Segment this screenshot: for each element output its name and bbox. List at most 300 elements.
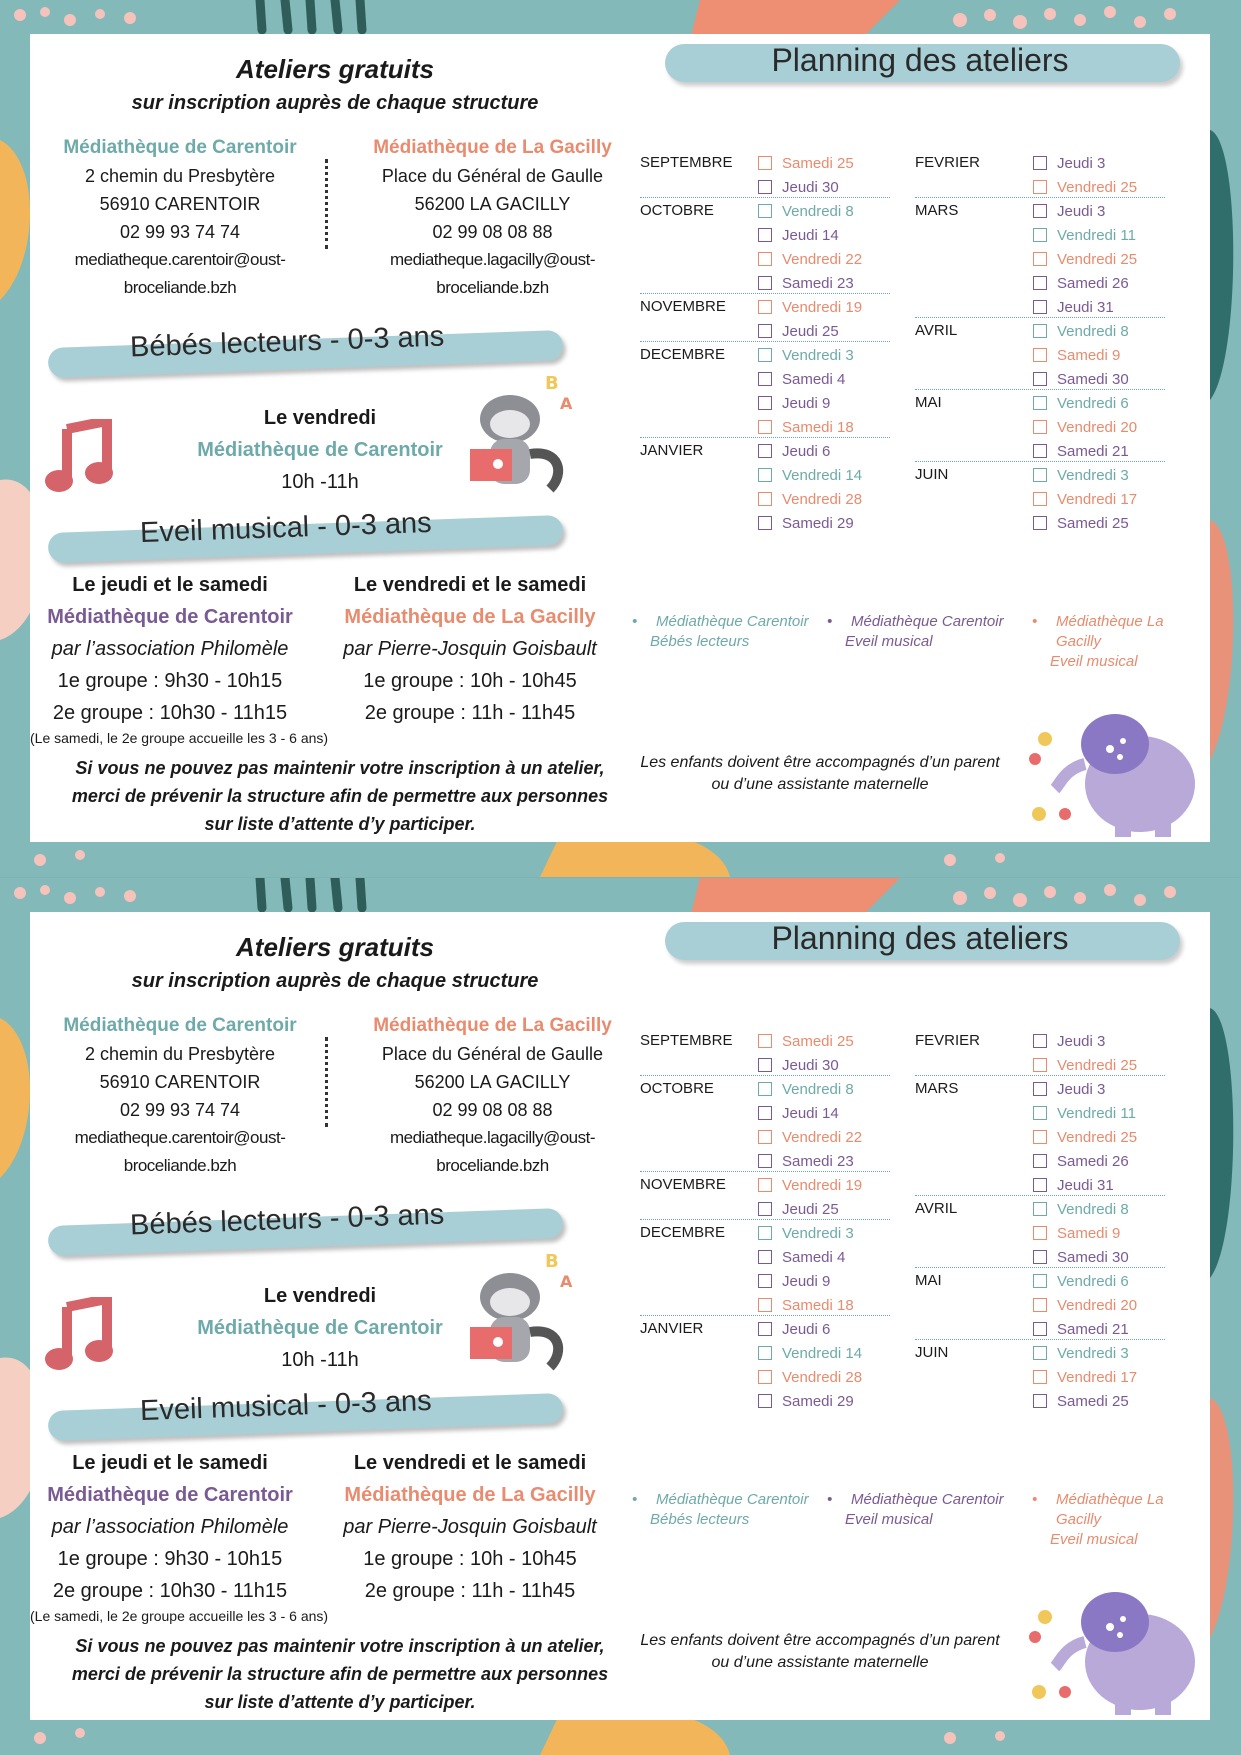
library-city: 56910 CARENTOIR — [99, 1072, 261, 1092]
month-label: SEPTEMBRE — [640, 154, 733, 171]
eveil-by: par Pierre-Josquin Goisbault — [343, 1516, 597, 1538]
legend-line: Eveil musical — [845, 633, 933, 650]
month-separator — [640, 1171, 890, 1172]
checkbox[interactable] — [1033, 252, 1047, 266]
date-label: Samedi 25 — [782, 1032, 854, 1050]
note-line: merci de prévenir la structure afin de permettre aux personnes — [71, 786, 609, 806]
month-label: JANVIER — [640, 1320, 704, 1337]
bebes-hours: 10h -11h — [281, 471, 359, 493]
legend-item — [632, 1490, 809, 1530]
date-entry[interactable] — [1033, 224, 1136, 246]
flyer-top — [0, 0, 1241, 877]
checkbox[interactable] — [758, 1322, 772, 1336]
date-label: Vendredi 28 — [782, 490, 863, 508]
date-label: Vendredi 22 — [782, 1128, 863, 1146]
date-label: Vendredi 3 — [1057, 466, 1129, 484]
date-entry[interactable] — [758, 176, 839, 198]
date-label: Samedi 26 — [1057, 1152, 1129, 1170]
date-entry[interactable] — [758, 344, 854, 366]
checkbox[interactable] — [758, 1082, 772, 1096]
bebes-day: Le vendredi — [263, 1285, 377, 1307]
checkbox[interactable] — [1033, 324, 1047, 338]
legend-dot: • — [1032, 613, 1038, 630]
checkbox[interactable] — [1033, 1322, 1047, 1336]
date-entry[interactable] — [1033, 1174, 1114, 1196]
banner-eveil-text: Eveil musical - 0-3 ans — [139, 1384, 433, 1428]
legend-dot: • — [1032, 1491, 1038, 1508]
raccoon-illustration — [470, 364, 580, 494]
legend-item — [632, 612, 809, 652]
month-separator — [640, 197, 890, 198]
date-entry[interactable] — [758, 416, 854, 438]
legend-dot: • — [827, 1491, 833, 1508]
date-label: Jeudi 14 — [782, 226, 839, 244]
date-label: Vendredi 20 — [1057, 418, 1138, 436]
library-name: Médiathèque de La Gacilly — [373, 137, 612, 158]
date-label: Jeudi 3 — [1057, 202, 1106, 220]
date-entry[interactable] — [1033, 1294, 1137, 1316]
date-entry[interactable] — [758, 248, 862, 270]
checkbox[interactable] — [758, 396, 772, 410]
eveil-group-2: 2e groupe : 10h30 - 11h15 — [52, 702, 288, 724]
month-label: MAI — [915, 1272, 942, 1289]
date-label: Jeudi 30 — [782, 1056, 839, 1074]
music-note-icon — [45, 1297, 115, 1377]
date-label: Samedi 30 — [1057, 370, 1129, 388]
date-label: Vendredi 8 — [1057, 322, 1129, 340]
date-label: Samedi 26 — [1057, 274, 1129, 292]
checkbox[interactable] — [1033, 1298, 1047, 1312]
date-label: Jeudi 14 — [782, 1104, 839, 1122]
legend-line: Eveil musical — [1050, 653, 1138, 670]
library-lagacilly — [335, 134, 650, 302]
checkbox[interactable] — [1033, 444, 1047, 458]
checkbox[interactable] — [758, 1250, 772, 1264]
divider-dotted — [325, 159, 328, 249]
checkbox[interactable] — [758, 1274, 772, 1288]
date-label: Samedi 25 — [1057, 1392, 1129, 1410]
checkbox[interactable] — [758, 1178, 772, 1192]
checkbox[interactable] — [1033, 1082, 1047, 1096]
checkbox[interactable] — [1033, 228, 1047, 242]
date-entry[interactable] — [758, 488, 862, 510]
banner-bebes-text: Bébés lecteurs - 0-3 ans — [129, 320, 445, 364]
note-line: sur liste d’attente d’y participer. — [204, 1692, 476, 1712]
checkbox[interactable] — [1033, 372, 1047, 386]
checkbox[interactable] — [758, 444, 772, 458]
date-entry[interactable] — [1033, 344, 1120, 366]
month-label: MARS — [915, 1080, 959, 1097]
date-entry[interactable] — [1033, 272, 1129, 294]
date-entry[interactable] — [758, 272, 854, 294]
legend-line: Eveil musical — [1050, 1531, 1138, 1548]
date-label: Vendredi 14 — [782, 1344, 863, 1362]
library-email: mediatheque.lagacilly@oust-broceliande.bzh — [389, 250, 596, 297]
date-entry[interactable] — [1033, 1318, 1129, 1340]
date-label: Vendredi 28 — [782, 1368, 863, 1386]
date-label: Vendredi 22 — [782, 250, 863, 268]
checkbox[interactable] — [1033, 300, 1047, 314]
checkbox[interactable] — [758, 1058, 772, 1072]
checkbox[interactable] — [758, 300, 772, 314]
checkbox[interactable] — [1033, 1034, 1047, 1048]
date-label: Samedi 9 — [1057, 1224, 1121, 1242]
checkbox[interactable] — [1033, 1346, 1047, 1360]
month-separator — [915, 1195, 1165, 1196]
date-entry[interactable] — [758, 440, 830, 462]
date-entry[interactable] — [1033, 1366, 1137, 1388]
elephant-illustration — [1025, 689, 1210, 839]
checkbox[interactable] — [758, 348, 772, 362]
bebes-place: Médiathèque de Carentoir — [197, 1317, 443, 1339]
checkbox[interactable] — [758, 204, 772, 218]
date-entry[interactable] — [758, 1318, 830, 1340]
legend-line: Bébés lecteurs — [650, 1511, 750, 1528]
checkbox[interactable] — [758, 252, 772, 266]
month-label: NOVEMBRE — [640, 298, 726, 315]
date-entry[interactable] — [758, 1078, 854, 1100]
month-separator — [915, 461, 1165, 462]
checkbox[interactable] — [758, 1346, 772, 1360]
checkbox[interactable] — [758, 420, 772, 434]
date-entry[interactable] — [1033, 320, 1129, 342]
library-address: Place du Général de Gaulle — [381, 1044, 604, 1064]
flyer-card — [30, 34, 1210, 842]
checkbox[interactable] — [1033, 276, 1047, 290]
checkbox[interactable] — [758, 1106, 772, 1120]
divider-dotted — [325, 1037, 328, 1127]
date-entry[interactable] — [1033, 1054, 1137, 1076]
footer-note — [630, 752, 1010, 796]
date-label: Vendredi 17 — [1057, 490, 1138, 508]
date-entry[interactable] — [758, 1366, 862, 1388]
checkbox[interactable] — [1033, 1154, 1047, 1168]
date-entry[interactable] — [758, 1270, 830, 1292]
date-entry[interactable] — [1033, 1390, 1129, 1412]
checkbox[interactable] — [1033, 1250, 1047, 1264]
raccoon-illustration — [470, 1242, 580, 1372]
legend-line: Médiathèque La Gacilly — [1056, 1491, 1164, 1528]
month-label: JUIN — [915, 1344, 949, 1361]
date-label: Jeudi 9 — [782, 394, 831, 412]
date-entry[interactable] — [1033, 416, 1137, 438]
flyer-card — [30, 912, 1210, 1720]
legend-line: Médiathèque Carentoir — [656, 613, 809, 630]
month-label: DECEMBRE — [640, 346, 726, 363]
legend-line: Médiathèque Carentoir — [656, 1491, 809, 1508]
checkbox[interactable] — [758, 1394, 772, 1408]
banner-eveil-text: Eveil musical - 0-3 ans — [139, 506, 433, 550]
date-entry[interactable] — [758, 392, 830, 414]
checkbox[interactable] — [1033, 516, 1047, 530]
checkbox[interactable] — [1033, 204, 1047, 218]
eveil-by: par Pierre-Josquin Goisbault — [343, 638, 597, 660]
month-label: SEPTEMBRE — [640, 1032, 733, 1049]
library-phone: 02 99 93 74 74 — [119, 1100, 241, 1120]
date-entry[interactable] — [1033, 296, 1114, 318]
date-entry[interactable] — [1033, 1246, 1129, 1268]
checkbox[interactable] — [1033, 1106, 1047, 1120]
checkbox[interactable] — [1033, 396, 1047, 410]
month-separator — [915, 1267, 1165, 1268]
note-line: Si vous ne pouvez pas maintenir votre inscription à un atelier, — [75, 1636, 605, 1656]
date-label: Samedi 25 — [1057, 514, 1129, 532]
date-entry[interactable] — [1033, 176, 1137, 198]
checkbox[interactable] — [1033, 348, 1047, 362]
eveil-days: Le vendredi et le samedi — [353, 574, 587, 596]
checkbox[interactable] — [1033, 420, 1047, 434]
month-label: NOVEMBRE — [640, 1176, 726, 1193]
checkbox[interactable] — [1033, 1130, 1047, 1144]
date-entry[interactable] — [758, 296, 862, 318]
eveil-group-1: 1e groupe : 10h - 10h45 — [363, 1548, 577, 1570]
date-label: Jeudi 9 — [782, 1272, 831, 1290]
checkbox[interactable] — [1033, 1226, 1047, 1240]
date-entry[interactable] — [758, 512, 854, 534]
note-line: merci de prévenir la structure afin de permettre aux personnes — [71, 1664, 609, 1684]
date-entry[interactable] — [1033, 1342, 1129, 1364]
date-entry[interactable] — [758, 1102, 839, 1124]
checkbox[interactable] — [1033, 1202, 1047, 1216]
date-entry[interactable] — [758, 1390, 854, 1412]
eveil-group-1: 1e groupe : 9h30 - 10h15 — [57, 670, 283, 692]
date-label: Jeudi 3 — [1057, 1080, 1106, 1098]
month-label: AVRIL — [915, 322, 958, 339]
date-label: Vendredi 14 — [782, 466, 863, 484]
date-entry[interactable] — [1033, 464, 1129, 486]
date-label: Jeudi 6 — [782, 1320, 831, 1338]
date-label: Jeudi 3 — [1057, 1032, 1106, 1050]
date-label: Vendredi 8 — [782, 202, 854, 220]
date-entry[interactable] — [1033, 1270, 1129, 1292]
planning-panel — [630, 912, 1210, 1720]
checkbox[interactable] — [758, 1298, 772, 1312]
date-entry[interactable] — [1033, 512, 1129, 534]
flyer-bottom — [0, 878, 1241, 1755]
date-label: Vendredi 3 — [782, 346, 854, 364]
checkbox[interactable] — [758, 324, 772, 338]
bebes-day: Le vendredi — [263, 407, 377, 429]
date-entry[interactable] — [758, 1222, 854, 1244]
footer-line: Les enfants doivent être accompagnés d’un parent — [640, 1632, 1000, 1649]
date-entry[interactable] — [1033, 248, 1137, 270]
checkbox[interactable] — [758, 180, 772, 194]
checkbox[interactable] — [1033, 468, 1047, 482]
checkbox[interactable] — [758, 156, 772, 170]
checkbox[interactable] — [1033, 1394, 1047, 1408]
legend-line: Médiathèque La Gacilly — [1056, 613, 1164, 650]
month-separator — [640, 1075, 890, 1076]
month-separator — [640, 437, 890, 438]
date-entry[interactable] — [1033, 392, 1129, 414]
planning-title: Planning des ateliers — [771, 920, 1069, 956]
eveil-by: par l’association Philomèle — [51, 638, 289, 660]
checkbox[interactable] — [758, 1154, 772, 1168]
checkbox[interactable] — [758, 1034, 772, 1048]
library-phone: 02 99 08 08 88 — [432, 222, 553, 242]
library-address: 2 chemin du Presbytère — [84, 1044, 276, 1064]
date-entry[interactable] — [758, 368, 845, 390]
library-carentoir — [30, 1012, 330, 1180]
date-entry[interactable] — [1033, 1030, 1105, 1052]
month-label: FEVRIER — [915, 1032, 981, 1049]
date-label: Vendredi 11 — [1057, 1104, 1136, 1122]
date-label: Vendredi 19 — [782, 298, 863, 316]
checkbox[interactable] — [1033, 1274, 1047, 1288]
date-entry[interactable] — [1033, 1222, 1120, 1244]
legend-item — [1032, 1490, 1210, 1550]
legend-item — [1032, 612, 1210, 672]
eveil-days: Le jeudi et le samedi — [72, 1452, 268, 1474]
checkbox[interactable] — [758, 1202, 772, 1216]
date-entry[interactable] — [758, 464, 862, 486]
library-name: Médiathèque de Carentoir — [63, 1015, 297, 1036]
date-label: Vendredi 17 — [1057, 1368, 1138, 1386]
checkbox[interactable] — [1033, 156, 1047, 170]
left-panel — [30, 912, 630, 1720]
date-entry[interactable] — [758, 1054, 839, 1076]
date-entry[interactable] — [758, 1126, 862, 1148]
legend-line: Eveil musical — [845, 1511, 933, 1528]
eveil-place: Médiathèque de Carentoir — [47, 606, 293, 628]
date-label: Jeudi 6 — [782, 442, 831, 460]
checkbox[interactable] — [1033, 1178, 1047, 1192]
eveil-group-2: 2e groupe : 11h - 11h45 — [364, 1580, 576, 1602]
library-city: 56200 LA GACILLY — [414, 194, 571, 214]
date-label: Jeudi 30 — [782, 178, 839, 196]
date-entry[interactable] — [758, 1030, 854, 1052]
date-entry[interactable] — [1033, 152, 1105, 174]
date-label: Jeudi 31 — [1057, 1176, 1114, 1194]
bebes-info — [160, 402, 480, 498]
date-label: Samedi 23 — [782, 274, 854, 292]
library-city: 56200 LA GACILLY — [414, 1072, 571, 1092]
date-entry[interactable] — [1033, 488, 1137, 510]
eveil-note: (Le samedi, le 2e groupe accueille les 3 - 6 ans) — [30, 1608, 329, 1624]
library-email: mediatheque.carentoir@oust-broceliande.bzh — [74, 1128, 286, 1175]
eveil-place: Médiathèque de La Gacilly — [344, 606, 596, 628]
svg-text:A: A — [560, 1272, 573, 1291]
checkbox[interactable] — [758, 468, 772, 482]
library-phone: 02 99 93 74 74 — [119, 222, 241, 242]
month-separator — [640, 293, 890, 294]
eveil-by: par l’association Philomèle — [51, 1516, 289, 1538]
legend-line: Bébés lecteurs — [650, 633, 750, 650]
date-label: Samedi 25 — [782, 154, 854, 172]
title: Ateliers gratuits — [236, 54, 434, 84]
date-entry[interactable] — [758, 1174, 862, 1196]
footer-line: ou d’une assistante maternelle — [711, 776, 929, 793]
month-label: FEVRIER — [915, 154, 981, 171]
bebes-place: Médiathèque de Carentoir — [197, 439, 443, 461]
date-label: Samedi 4 — [782, 1248, 846, 1266]
date-entry[interactable] — [1033, 200, 1105, 222]
month-label: JANVIER — [640, 442, 704, 459]
checkbox[interactable] — [758, 372, 772, 386]
date-entry[interactable] — [758, 200, 854, 222]
library-address: 2 chemin du Presbytère — [84, 166, 276, 186]
date-entry[interactable] — [1033, 1198, 1129, 1220]
legend-dot: • — [827, 613, 833, 630]
checkbox[interactable] — [758, 228, 772, 242]
date-entry[interactable] — [1033, 1150, 1129, 1172]
checkbox[interactable] — [758, 276, 772, 290]
eveil-lagacilly — [320, 569, 620, 729]
planning-title: Planning des ateliers — [771, 42, 1069, 78]
date-entry[interactable] — [1033, 1126, 1137, 1148]
library-city: 56910 CARENTOIR — [99, 194, 261, 214]
date-label: Vendredi 11 — [1057, 226, 1136, 244]
checkbox[interactable] — [1033, 1370, 1047, 1384]
date-entry[interactable] — [758, 1198, 839, 1220]
date-entry[interactable] — [758, 1246, 845, 1268]
month-label: AVRIL — [915, 1200, 958, 1217]
date-label: Vendredi 25 — [1057, 178, 1138, 196]
eveil-days: Le vendredi et le samedi — [353, 1452, 587, 1474]
eveil-lagacilly — [320, 1447, 620, 1607]
library-email: mediatheque.lagacilly@oust-broceliande.bzh — [389, 1128, 596, 1175]
eveil-group-2: 2e groupe : 11h - 11h45 — [364, 702, 576, 724]
library-lagacilly — [335, 1012, 650, 1180]
month-separator — [915, 1339, 1165, 1340]
checkbox[interactable] — [1033, 1058, 1047, 1072]
date-entry[interactable] — [758, 320, 839, 342]
date-entry[interactable] — [758, 224, 839, 246]
legend-item — [827, 1490, 1004, 1530]
checkbox[interactable] — [758, 1130, 772, 1144]
checkbox[interactable] — [758, 516, 772, 530]
eveil-place: Médiathèque de La Gacilly — [344, 1484, 596, 1506]
date-entry[interactable] — [1033, 440, 1129, 462]
footer-note — [630, 1630, 1010, 1674]
left-panel — [30, 34, 630, 842]
date-label: Samedi 29 — [782, 514, 854, 532]
date-label: Vendredi 8 — [1057, 1200, 1129, 1218]
date-entry[interactable] — [1033, 368, 1129, 390]
date-label: Vendredi 25 — [1057, 1056, 1138, 1074]
checkbox[interactable] — [1033, 492, 1047, 506]
elephant-illustration — [1025, 1567, 1210, 1717]
eveil-group-1: 1e groupe : 10h - 10h45 — [363, 670, 577, 692]
date-label: Vendredi 8 — [782, 1080, 854, 1098]
bebes-info — [160, 1280, 480, 1376]
date-entry[interactable] — [1033, 1078, 1105, 1100]
month-label: MARS — [915, 202, 959, 219]
checkbox[interactable] — [1033, 180, 1047, 194]
date-label: Vendredi 19 — [782, 1176, 863, 1194]
date-label: Samedi 4 — [782, 370, 846, 388]
checkbox[interactable] — [758, 1370, 772, 1384]
checkbox[interactable] — [758, 492, 772, 506]
month-separator — [915, 1075, 1165, 1076]
footer-line: ou d’une assistante maternelle — [711, 1654, 929, 1671]
checkbox[interactable] — [758, 1226, 772, 1240]
month-separator — [640, 1315, 890, 1316]
eveil-carentoir — [30, 1447, 329, 1625]
date-entry[interactable] — [758, 152, 854, 174]
date-entry[interactable] — [758, 1294, 854, 1316]
legend-dot: • — [632, 1491, 638, 1508]
legend-dot: • — [632, 613, 638, 630]
date-entry[interactable] — [758, 1342, 862, 1364]
subtitle: sur inscription auprès de chaque structure — [131, 970, 539, 992]
month-separator — [915, 317, 1165, 318]
date-entry[interactable] — [758, 1150, 854, 1172]
date-label: Jeudi 25 — [782, 322, 839, 340]
date-label: Samedi 9 — [1057, 346, 1121, 364]
date-entry[interactable] — [1033, 1102, 1136, 1124]
eveil-note: (Le samedi, le 2e groupe accueille les 3 - 6 ans) — [30, 730, 329, 746]
